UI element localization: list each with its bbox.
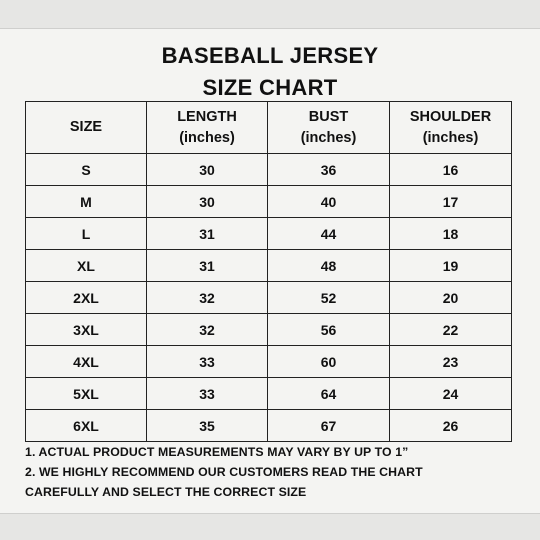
bust-cell: 44 [268,218,390,250]
size-cell: L [26,218,147,250]
notes-section [25,442,525,502]
size-chart-card [0,28,540,514]
column-header-label: SHOULDER [409,108,492,125]
shoulder-cell: 20 [390,282,512,314]
table-row [26,250,512,282]
length-cell: 32 [147,314,268,346]
bust-cell: 56 [268,314,390,346]
length-cell: 30 [147,154,268,186]
note-line: 2. WE HIGHLY RECOMMEND OUR CUSTOMERS READ THE CHART [25,465,423,479]
chart-subtitle: SIZE CHART [202,75,338,100]
bust-cell: 48 [268,250,390,282]
table-row [26,282,512,314]
table-row [26,346,512,378]
shoulder-cell: 17 [390,186,512,218]
table-row [26,378,512,410]
length-cell: 30 [147,186,268,218]
size-cell: 4XL [26,346,147,378]
length-cell: 35 [147,410,268,442]
column-header-shoulder [390,102,512,154]
size-cell: XL [26,250,147,282]
size-cell: S [26,154,147,186]
table-row [26,218,512,250]
shoulder-cell: 18 [390,218,512,250]
table-row [26,314,512,346]
bust-cell: 40 [268,186,390,218]
bust-cell: 36 [268,154,390,186]
length-cell: 33 [147,346,268,378]
column-header-unit: (inches) [422,129,479,146]
shoulder-cell: 24 [390,378,512,410]
table-row [26,186,512,218]
bust-cell: 60 [268,346,390,378]
column-header-length [147,102,268,154]
shoulder-cell: 23 [390,346,512,378]
table-header-row [26,102,512,154]
size-cell: M [26,186,147,218]
column-header-label: LENGTH [177,108,237,125]
column-header-bust [268,102,390,154]
size-cell: 5XL [26,378,147,410]
column-header-size [26,102,147,154]
note-line: CAREFULLY AND SELECT THE CORRECT SIZE [25,485,307,499]
bust-cell: 52 [268,282,390,314]
shoulder-cell: 26 [390,410,512,442]
column-header-label: SIZE [69,119,103,135]
bust-cell: 67 [268,410,390,442]
length-cell: 31 [147,218,268,250]
length-cell: 32 [147,282,268,314]
column-header-label: BUST [308,108,349,125]
size-table [25,101,512,442]
table-row [26,154,512,186]
bust-cell: 64 [268,378,390,410]
table-row [26,410,512,442]
size-cell: 6XL [26,410,147,442]
size-cell: 2XL [26,282,147,314]
shoulder-cell: 22 [390,314,512,346]
column-header-unit: (inches) [179,129,235,146]
column-header-unit: (inches) [300,129,357,146]
chart-title: BASEBALL JERSEY [161,43,379,68]
length-cell: 33 [147,378,268,410]
size-cell: 3XL [26,314,147,346]
shoulder-cell: 16 [390,154,512,186]
note-line: 1. ACTUAL PRODUCT MEASUREMENTS MAY VARY BY UP TO 1” [25,445,409,459]
length-cell: 31 [147,250,268,282]
shoulder-cell: 19 [390,250,512,282]
